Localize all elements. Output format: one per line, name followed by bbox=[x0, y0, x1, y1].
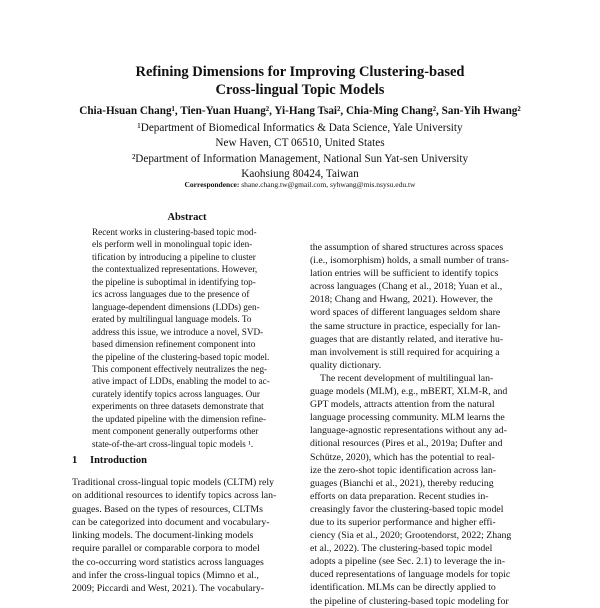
body-line: 2018; Chang and Hwang, 2021). However, the bbox=[310, 294, 493, 306]
body-line: (i.e., isomorphism) holds, a small number of trans- bbox=[310, 255, 509, 267]
abstract-line: the updated pipeline with the dimension refine- bbox=[92, 413, 267, 424]
abstract-line: language-dependent dimensions (LDDs) gen- bbox=[92, 301, 260, 312]
body-line: duced representations of language models for topic bbox=[310, 569, 511, 581]
body-line: creasingly favor the clustering-based topic model bbox=[310, 503, 504, 515]
body-line: 2009; Piccardi and West, 2021). The vocabulary- bbox=[72, 583, 265, 594]
body-line: guages that are distantly related, and iterative hu- bbox=[310, 333, 504, 345]
body-line: on additional resources to identify topics across lan- bbox=[72, 490, 277, 502]
abstract-line: ative impact of LDDs, enabling the model to ac- bbox=[92, 376, 270, 387]
right-column-body bbox=[310, 241, 538, 608]
body-line: guages (Bianchi et al., 2021), thereby reducing bbox=[310, 477, 494, 489]
body-line: linking models. The document-linking models bbox=[72, 530, 254, 541]
abstract-line: ment component generally outperforms other bbox=[92, 426, 259, 437]
body-line: guages. Based on the types of resources, CLTMs bbox=[72, 503, 263, 515]
affiliation-line: New Haven, CT 06510, United States bbox=[215, 137, 385, 150]
body-line: the assumption of shared structures across spaces bbox=[310, 242, 504, 253]
body-line: across languages (Chang et al., 2018; Yuan et al., bbox=[310, 281, 503, 293]
abstract-line: curately identify topics across languages. Our bbox=[92, 388, 260, 399]
body-line: language-agnostic representations without any ad- bbox=[310, 425, 507, 437]
section-title: Introduction bbox=[90, 455, 147, 466]
body-line: et al., 2022). The clustering-based topic model bbox=[310, 543, 493, 555]
abstract-heading: Abstract bbox=[167, 212, 207, 223]
abstract-line: the pipeline is suboptimal in identifying top- bbox=[92, 276, 256, 287]
abstract-body bbox=[92, 226, 284, 450]
body-line: GPT models, attracts attention from the natural bbox=[310, 399, 495, 411]
body-line: language processing community. MLM learns the bbox=[310, 412, 505, 424]
affiliation-line: ¹Department of Biomedical Informatics & Data Science, Yale University bbox=[137, 122, 463, 134]
abstract-line: address this issue, we introduce a novel, SVD- bbox=[92, 326, 264, 337]
correspondence bbox=[0, 180, 600, 190]
body-line: word spaces of different languages seldom share bbox=[310, 307, 501, 319]
abstract-line: tification by introducing a pipeline to cluster bbox=[92, 251, 256, 262]
body-line: ize the zero-shot topic identification across lan- bbox=[310, 464, 497, 476]
abstract-line: erated by multilingual language models. To bbox=[92, 314, 252, 325]
body-line: identification. MLMs can be directly applied to bbox=[310, 582, 496, 594]
title-line: Cross-lingual Topic Models bbox=[215, 82, 385, 98]
body-line: the same structure in practice, especially for lan- bbox=[310, 320, 501, 332]
body-line: require parallel or comparable corpora to model bbox=[72, 543, 260, 555]
abstract-line: the pipeline of the clustering-based topic model. bbox=[92, 351, 270, 362]
abstract-line: ics across languages due to the presence of bbox=[92, 289, 250, 300]
body-line: ditional resources (Pires et al., 2019a; Dufter and bbox=[310, 438, 503, 450]
abstract-line: This component effectively neutralizes the neg- bbox=[92, 363, 268, 374]
affiliations bbox=[0, 121, 600, 182]
abstract-line: state-of-the-art cross-lingual topic models ¹. bbox=[92, 438, 254, 449]
body-line: Traditional cross-lingual topic models (CLTM) rely bbox=[72, 477, 274, 488]
body-line: Schütze, 2020), which has the potential to real- bbox=[310, 451, 495, 463]
affiliation-line: Kaohsiung 80424, Taiwan bbox=[241, 167, 359, 180]
body-line: and infer the cross-lingual topics (Mimno et al., bbox=[72, 569, 259, 581]
correspondence-label: Correspondence: bbox=[184, 180, 240, 189]
body-line: the co-occurring word statistics across languages bbox=[72, 556, 264, 568]
abstract-line: the contextualized representations. However, bbox=[92, 264, 258, 275]
body-line: the pipeline of clustering-based topic modeling for bbox=[310, 595, 509, 607]
section-heading-introduction bbox=[72, 454, 147, 468]
abstract-line: based dimension refinement component into bbox=[92, 339, 256, 350]
body-line: man involvement is still required for acquiring a bbox=[310, 346, 500, 358]
body-line: guage models (MLM), e.g., mBERT, XLM-R, and bbox=[310, 386, 508, 398]
abstract-line: Recent works in clustering-based topic mod- bbox=[92, 227, 257, 237]
body-line: lation entries will be sufficient to identify topics bbox=[310, 268, 499, 280]
abstract-line: els perform well in monolingual topic iden- bbox=[92, 239, 253, 250]
title-line: Refining Dimensions for Improving Clustering-based bbox=[135, 64, 465, 80]
correspondence-emails: shane.chang.tw@gmail.com, syhwang@mis.nsysu.edu.tw bbox=[241, 180, 416, 189]
body-line: adopts a pipeline (see Sec. 2.1) to leverage the in- bbox=[310, 556, 506, 568]
author-list: Chia-Hsuan Chang¹, Tien-Yuan Huang², Yi-Hang Tsai², Chia-Ming Chang², San-Yih Hwang² bbox=[79, 105, 521, 117]
body-line: The recent development of multilingual lan- bbox=[320, 372, 494, 384]
body-line: due to its superior performance and higher effi- bbox=[310, 516, 496, 528]
section-number: 1 bbox=[72, 455, 78, 466]
abstract-line: experiments on three datasets demonstrate that bbox=[92, 401, 264, 412]
body-line: efforts on data preparation. Recent studies in- bbox=[310, 490, 489, 502]
paper-title bbox=[0, 63, 600, 99]
body-line: ciency (Sia et al., 2020; Grootendorst, 2022; Zhang bbox=[310, 530, 512, 542]
body-line: can be categorized into document and vocabulary- bbox=[72, 516, 270, 528]
introduction-body bbox=[72, 476, 298, 595]
affiliation-line: ²Department of Information Management, National Sun Yat-sen University bbox=[131, 152, 469, 165]
body-line: quality dictionary. bbox=[310, 359, 382, 371]
